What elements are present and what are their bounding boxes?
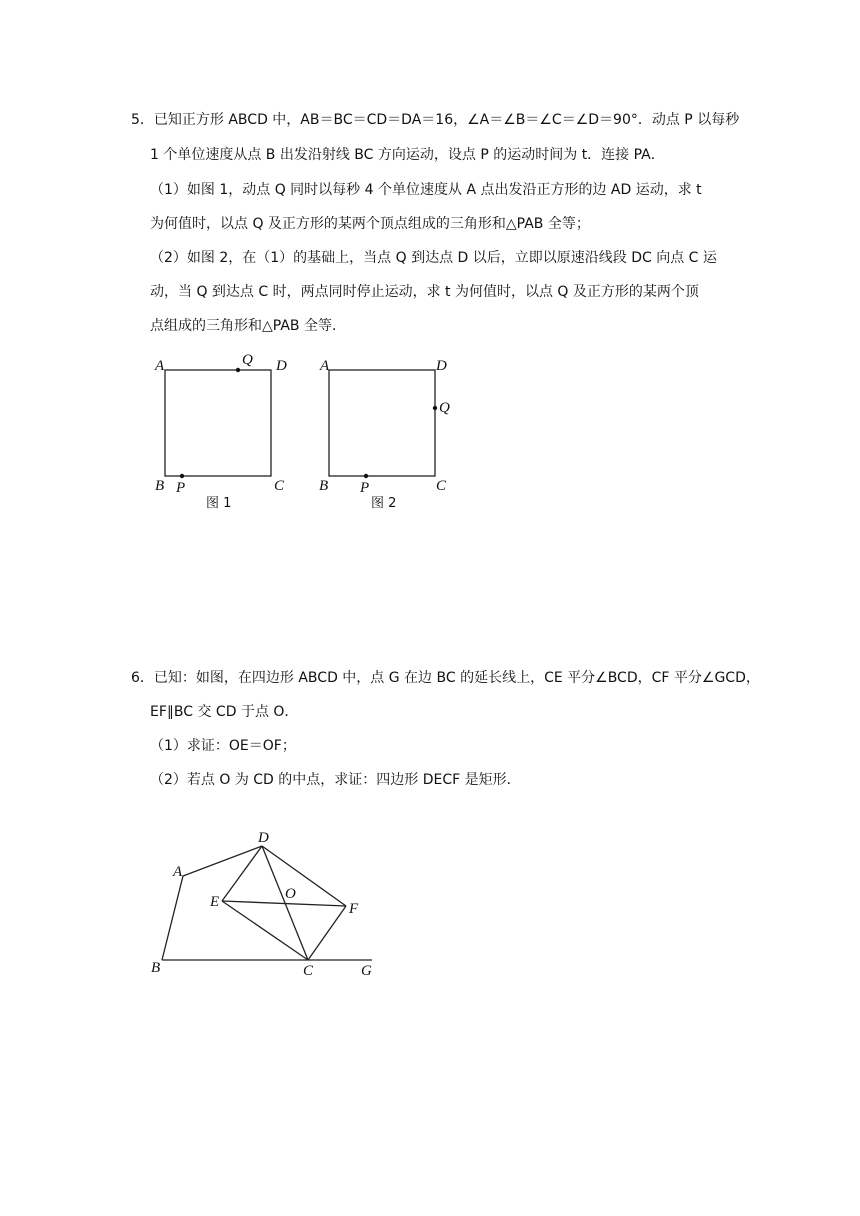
segment-fc [308, 906, 346, 960]
point-p [364, 474, 368, 478]
label-q: Q [439, 400, 450, 416]
label-b: B [155, 478, 165, 494]
label-q: Q [242, 352, 253, 368]
label-a: A [173, 864, 183, 880]
p6-line-4: （2）若点 O 为 CD 的中点，求证：四边形 DECF 是矩形． [150, 772, 521, 788]
label-g: G [361, 963, 372, 979]
point-p [180, 474, 184, 478]
label-a: A [320, 358, 330, 374]
label-d: D [258, 830, 269, 846]
figure-2-caption: 图 2 [371, 496, 397, 511]
figure-quadrilateral [140, 820, 400, 990]
p5-line-7: 点组成的三角形和△PAB 全等． [150, 318, 346, 334]
p5-line-6: 动，当 Q 到达点 C 时，两点同时停止运动，求 t 为何值时，以点 Q 及正方形的某两个顶 [150, 284, 699, 300]
label-b: B [319, 478, 329, 494]
p6-line-1: 6．已知：如图，在四边形 ABCD 中，点 G 在边 BC 的延长线上，CE 平分∠BCD，CF 平分∠GCD， [131, 670, 760, 686]
label-c: C [274, 478, 285, 494]
square-abcd [165, 370, 271, 476]
label-c: C [436, 478, 447, 494]
label-o: O [285, 886, 296, 902]
figure-1 [140, 350, 310, 520]
figure-2 [305, 350, 475, 520]
p5-line-4: 为何值时，以点 Q 及正方形的某两个顶点组成的三角形和△PAB 全等； [150, 216, 590, 232]
label-e: E [210, 894, 220, 910]
label-p: P [360, 480, 370, 496]
segment-ec [222, 901, 308, 960]
p5-line-5: （2）如图 2，在（1）的基础上，当点 Q 到达点 D 以后，立即以原速沿线段 DC 向点 C 运 [150, 250, 717, 266]
label-d: D [276, 358, 287, 374]
p5-line-1: 5．已知正方形 ABCD 中，AB＝BC＝CD＝DA＝16，∠A＝∠B＝∠C＝∠D＝90°．动点 P 以每秒 [131, 112, 740, 128]
label-p: P [176, 480, 186, 496]
label-d: D [436, 358, 447, 374]
label-f: F [349, 901, 359, 917]
p6-line-3: （1）求证：OE＝OF； [150, 738, 296, 754]
point-q [236, 368, 240, 372]
label-c: C [303, 963, 314, 979]
p6-line-2: EF∥BC 交 CD 于点 O． [150, 704, 299, 720]
p5-line-3: （1）如图 1，动点 Q 同时以每秒 4 个单位速度从 A 点出发沿正方形的边 AD 运动，求 t [150, 182, 702, 198]
label-b: B [151, 960, 161, 976]
point-q [433, 406, 437, 410]
label-a: A [155, 358, 165, 374]
figure-1-caption: 图 1 [206, 496, 232, 511]
p5-line-2: 1 个单位速度从点 B 出发沿射线 BC 方向运动，设点 P 的运动时间为 t．连接 PA． [150, 147, 665, 163]
square-abcd [329, 370, 435, 476]
